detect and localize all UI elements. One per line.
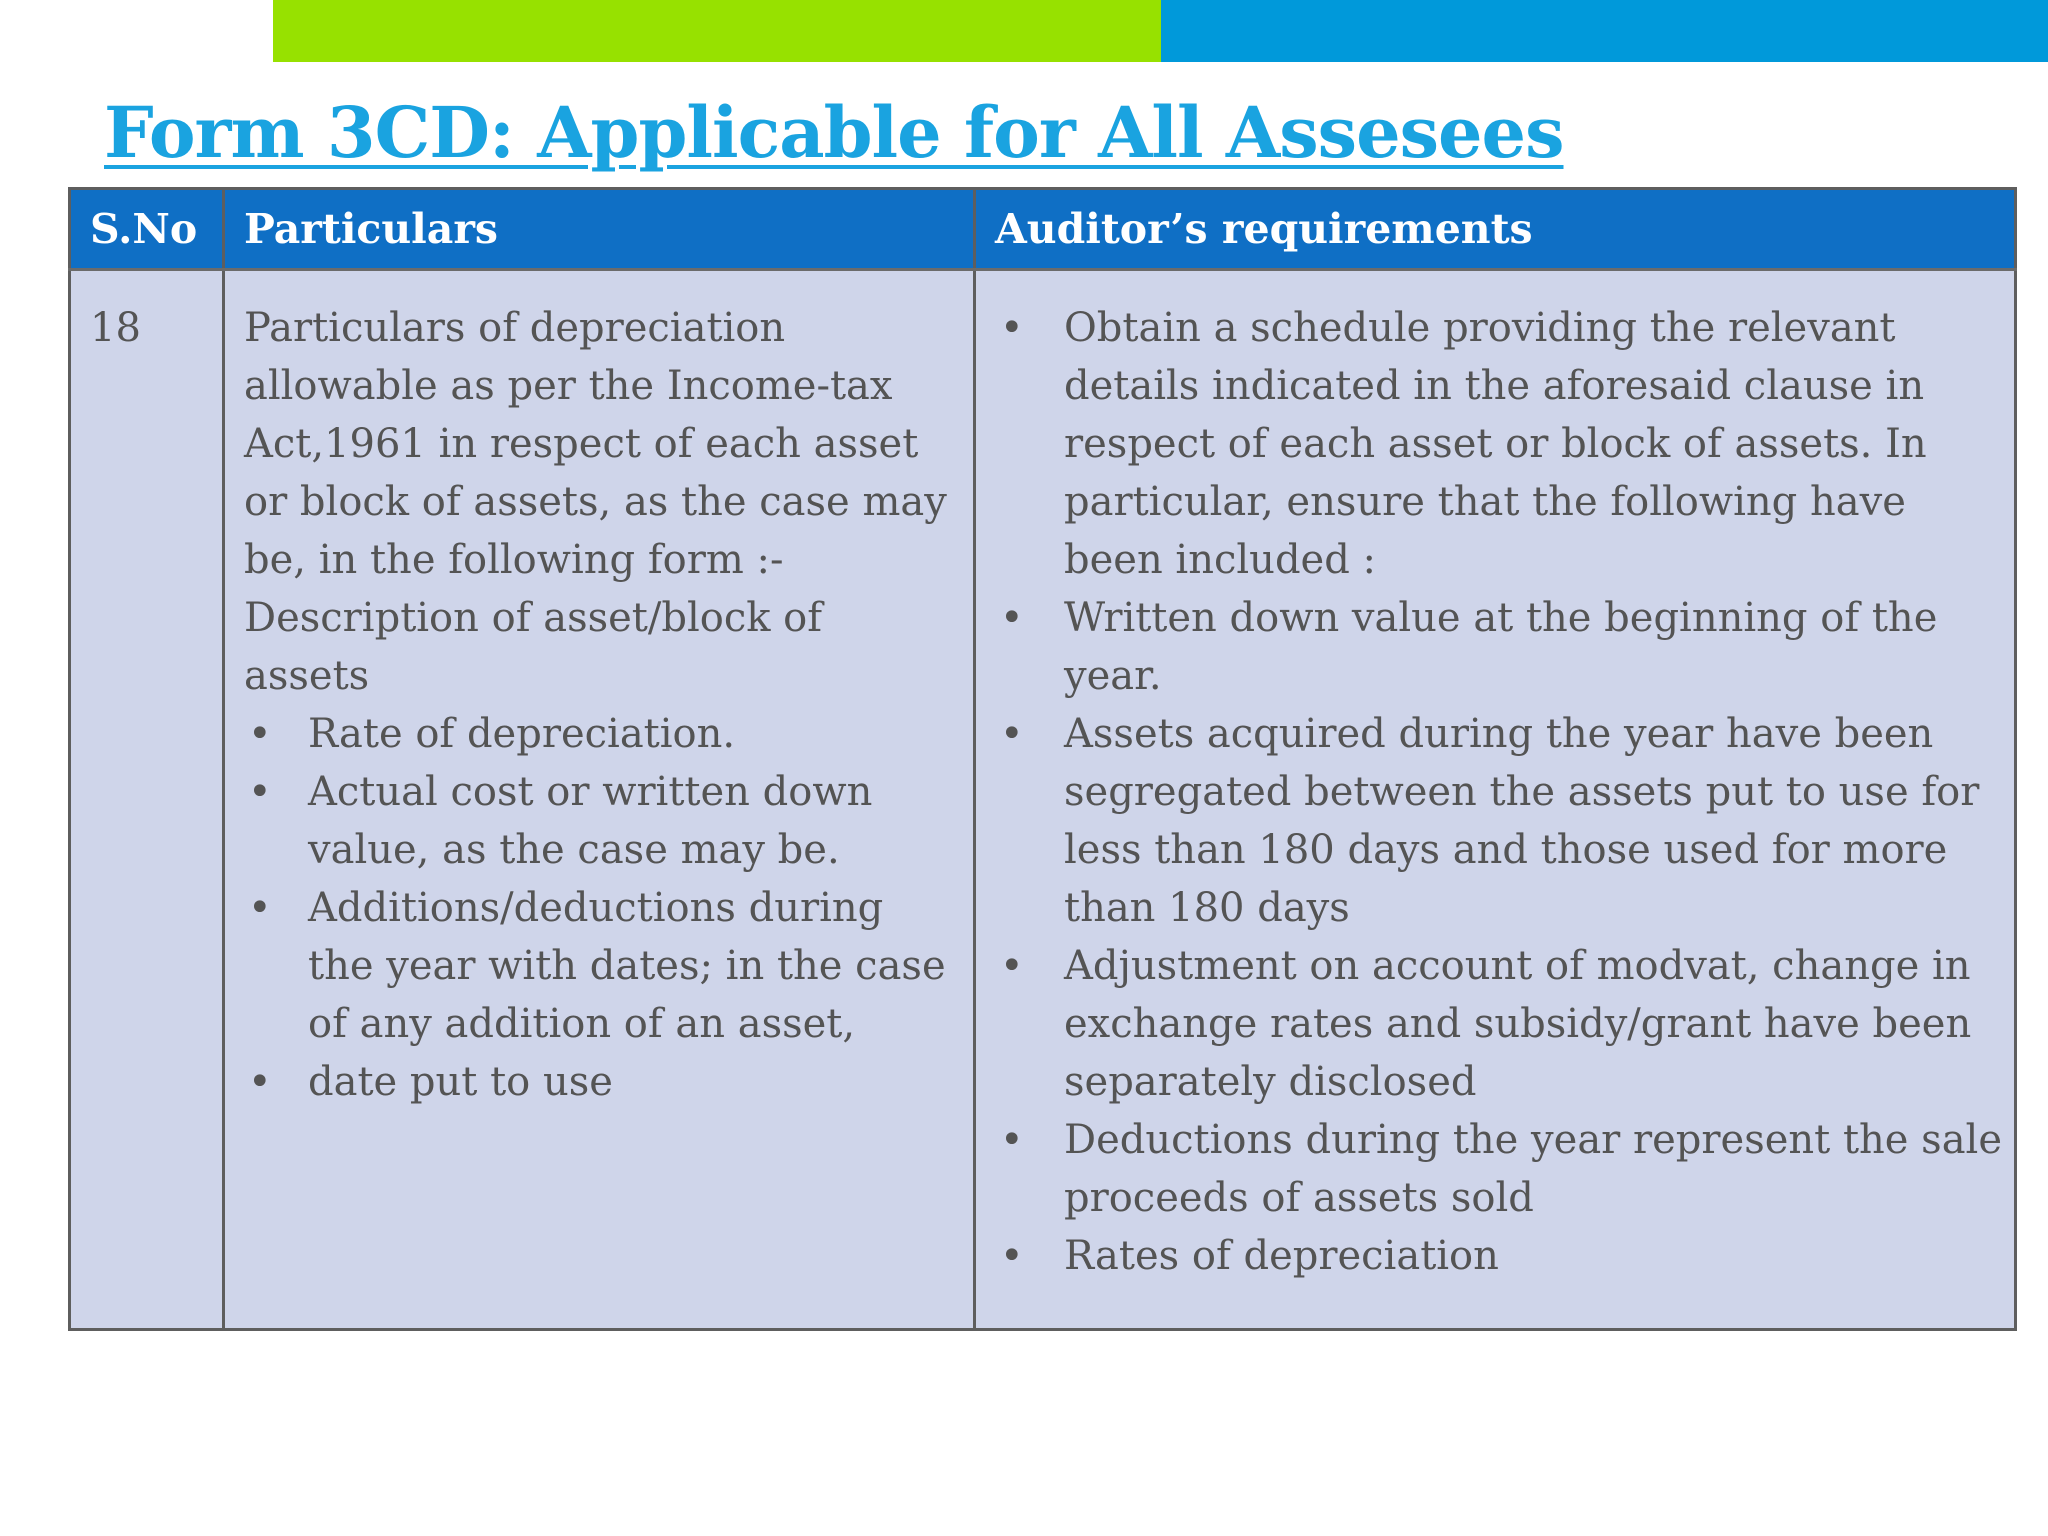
bullet-icon: • (1000, 305, 1024, 351)
requirements-bullet-list (1000, 299, 2004, 1285)
bullet-icon: • (1000, 1233, 1024, 1279)
bullet-icon: • (248, 885, 272, 931)
cell-sno: 18 (70, 270, 224, 1330)
bullet-icon: • (1000, 1117, 1024, 1163)
list-item: • Written down value at the beginning of the year. (1000, 589, 2004, 705)
list-item: • Obtain a schedule providing the relevant details indicated in the aforesaid clause in respect of each asset or block of assets. In particular, ensure that the following have been included : (1000, 299, 2004, 589)
list-item: • Rates of depreciation (1000, 1227, 2004, 1285)
cell-auditor-requirements (975, 270, 2016, 1330)
bullet-icon: • (248, 1059, 272, 1105)
bullet-icon: • (248, 769, 272, 815)
bullet-icon: • (248, 711, 272, 757)
list-item: • Assets acquired during the year have been segregated between the assets put to use for less than 180 days and those used for more than 180 days (1000, 705, 2004, 937)
header-sno: S.No (70, 189, 224, 270)
bullet-icon: • (1000, 595, 1024, 641)
list-item: • Rate of depreciation. (244, 705, 955, 763)
cell-particulars (224, 270, 975, 1330)
page-title: Form 3CD: Applicable for All Assesees (104, 91, 1564, 174)
blue-accent-bar (1161, 0, 2048, 62)
particulars-bullet-list (244, 705, 955, 1111)
table-header-row (70, 189, 2016, 270)
table-row (70, 270, 2016, 1330)
list-item: • date put to use (244, 1053, 955, 1111)
list-item: • Actual cost or written down value, as the case may be. (244, 763, 955, 879)
header-particulars: Particulars (224, 189, 975, 270)
bullet-icon: • (1000, 943, 1024, 989)
list-item: • Additions/deductions during the year with dates; in the case of any addition of an asset, (244, 879, 955, 1053)
particulars-intro: Particulars of depreciation allowable as per the Income-tax Act,1961 in respect of each asset or block of assets, as the case may be, in the following form :- Description of asset/block of assets (244, 305, 947, 699)
list-item: • Deductions during the year represent the sale proceeds of assets sold (1000, 1111, 2004, 1227)
list-item: • Adjustment on account of modvat, change in exchange rates and subsidy/grant have been separately disclosed (1000, 937, 2004, 1111)
green-accent-bar (273, 0, 1161, 62)
form-3cd-table (68, 187, 2017, 1331)
bullet-icon: • (1000, 711, 1024, 757)
header-auditor-requirements: Auditor’s requirements (975, 189, 2016, 270)
